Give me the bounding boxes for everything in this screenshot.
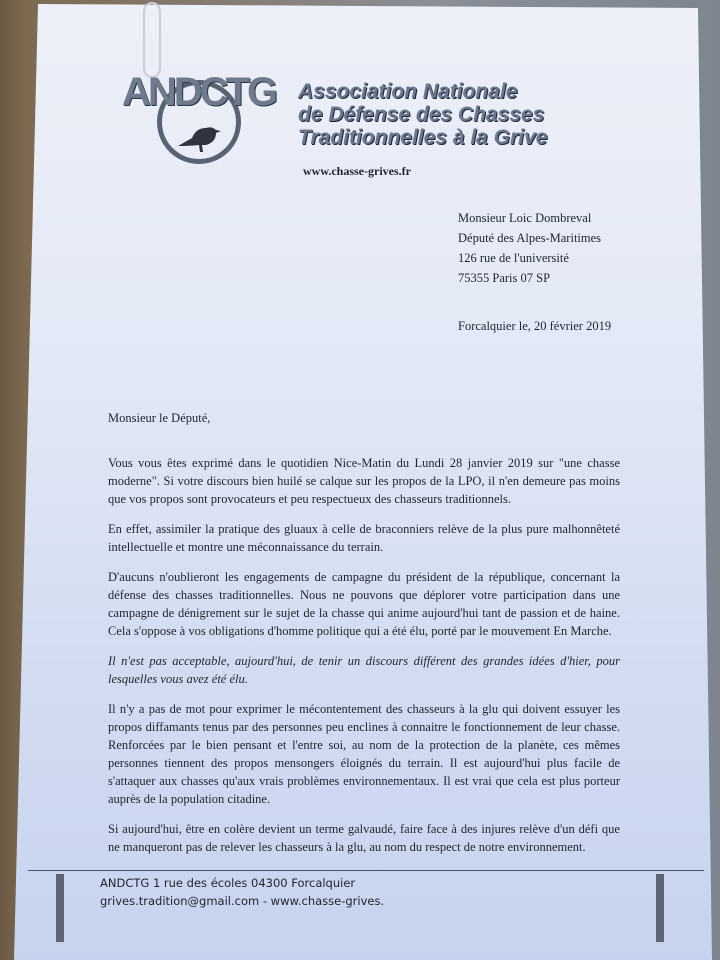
paragraph: D'aucuns n'oublieront les engagements de campagne du président de la république, concernant la défense des chasses traditionnelles. Nous ne pouvons que déplorer votre participation dans une campagne de dénigrement sur le sujet de la chasse qui anime aujourd'hui tant de passion et de haine. Cela s'oppose à vos obligations d'homme politique qui a été élu, porté par le mouvement En Marche. <box>108 570 620 638</box>
organization-name <box>298 80 547 149</box>
website: www.chasse-grives.fr <box>303 164 411 178</box>
org-line: de Défense des Chasses <box>298 103 545 126</box>
org-line: Traditionnelles à la Grive <box>298 126 548 149</box>
paragraph-italic: Il n'est pas acceptable, aujourd'hui, de tenir un discours différent des grandes idées d'hier, pour lesquelles vous avez été élu. <box>108 654 620 686</box>
recipient-line: Député des Alpes-Maritimes <box>458 231 602 245</box>
footer <box>100 874 384 910</box>
recipient-line: 75355 Paris 07 SP <box>458 271 551 285</box>
paragraph: Si aujourd'hui, être en colère devient un terme galvaudé, faire face à des injures relève d'un défi que ne manqueront pas de relever les chasseurs à la glu, au nom du respect de notre environnement. <box>108 822 620 854</box>
recipient-line: 126 rue de l'université <box>458 251 569 265</box>
footer-contact: grives.tradition@gmail.com - www.chasse-grives. <box>100 894 385 908</box>
salutation: Monsieur le Député, <box>108 411 211 425</box>
footer-bar-right <box>656 874 664 942</box>
paragraph: Il n'y a pas de mot pour exprimer le mécontentement des chasseurs à la glu qui doivent essuyer les propos diffamants tenus par des personnes peu enclines à connaitre le fonctionnement de leur chasse. Renforcées par le bien pensant et l'entre soi, au nom de la protection de la planète, ces mêmes personnes tiennent des propos mensongers éloignés du terrain. Il est aujourd'hui plus facile de s'attaquer aux chasses qu'aux vrais problèmes environnementaux. Il est vrai que cela est plus porteur auprès de la population citadine. <box>108 702 620 806</box>
recipient-address <box>458 208 601 288</box>
letter-body <box>108 454 620 856</box>
paragraph: En effet, assimiler la pratique des gluaux à celle de braconniers relève de la plus pure malhonnêteté intellectuelle et montre une méconnaissance du terrain. <box>108 522 620 554</box>
paperclip <box>143 2 161 78</box>
logo-andctg: ANDCTG <box>122 70 276 114</box>
thrush-bird-icon <box>176 120 222 154</box>
footer-divider <box>28 870 704 871</box>
footer-address: ANDCTG 1 rue des écoles 04300 Forcalquier <box>100 876 356 890</box>
org-line: Association Nationale <box>298 80 518 103</box>
recipient-line: Monsieur Loic Dombreval <box>458 211 592 225</box>
date-line: Forcalquier le, 20 février 2019 <box>458 319 612 333</box>
paragraph: Vous vous êtes exprimé dans le quotidien Nice-Matin du Lundi 28 janvier 2019 sur "une chasse moderne". Si votre discours bien huilé se calque sur les propos de la LPO, il n'en demeure pas moins que vos propos sont provocateurs et peu respectueux des chasseurs traditionnels. <box>108 456 620 506</box>
footer-bar-left <box>56 874 64 942</box>
